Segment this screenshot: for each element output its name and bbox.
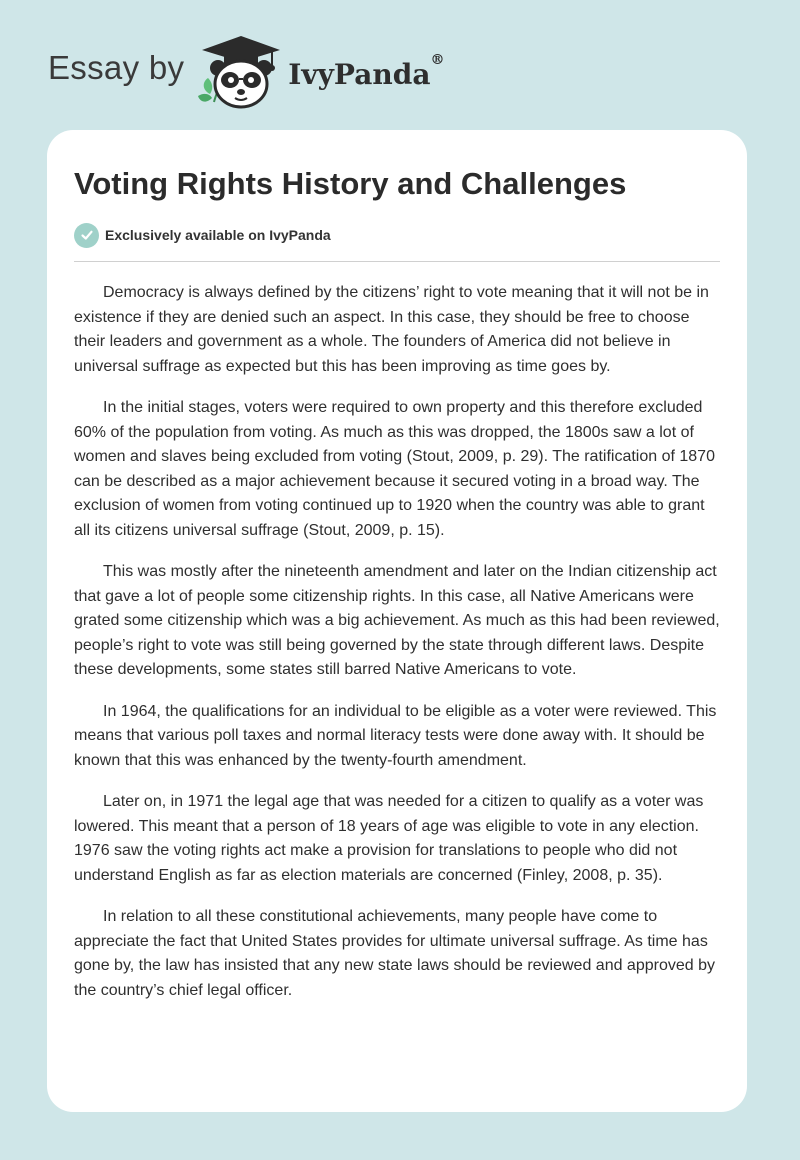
essay-by-label: Essay by — [48, 49, 185, 86]
divider — [74, 261, 720, 262]
exclusive-badge — [74, 222, 720, 248]
essay-title: Voting Rights History and Challenges — [74, 166, 627, 201]
exclusive-badge-label: Exclusively available on IvyPanda — [105, 227, 331, 243]
essay-paragraph: This was mostly after the nineteenth amendment and later on the Indian citizenship act that gave a lot of people some citizenship rights. In this case, all Native Americans were grated some citizenship which was a big achievement. As much as this had been reviewed, people’s right to vote was still being governed by the state through different laws. Despite these developments, some states still barred Native Americans to vote. — [74, 563, 720, 678]
essay-paragraph: In the initial stages, voters were required to own property and this therefore excluded 60% of the population from voting. As much as this was dropped, the 1800s saw a lot of women and slaves being excluded from voting (Stout, 2009, p. 29). The ratification of 1870 can be described as a major achievement because it secured voting in a broad way. The exclusion of women from voting continued up to 1920 when the country was able to grant all its citizens universal suffrage (Stout, 2009, p. 15). — [74, 399, 715, 539]
essay-paragraph: In 1964, the qualifications for an individual to be eligible as a voter were reviewed. This means that various poll taxes and normal literacy tests were done away with. It should be known that this was enhanced by the twenty-fourth amendment. — [74, 702, 717, 769]
site-header — [48, 32, 444, 112]
essay-paragraph: Democracy is always defined by the citizens’ right to vote meaning that it will not be in existence if they are denied such an aspect. In this case, they should be free to choose their leaders and government as a whole. The founders of America did not believe in universal suffrage as expected but this has been improving as time goes by. — [74, 284, 709, 375]
essay-body — [74, 281, 720, 1003]
essay-paragraph: Later on, in 1971 the legal age that was needed for a citizen to qualify as a voter was lowered. This meant that a person of 18 years of age was eligible to vote in any election. 1976 saw the voting rights act make a provision for translations to people who did not understand English as far as election materials are concerned (Finley, 2008, p. 35). — [74, 793, 704, 884]
essay-card — [47, 130, 747, 1112]
registered-mark: ® — [430, 51, 445, 68]
check-icon — [74, 223, 99, 248]
essay-paragraph: In relation to all these constitutional achievements, many people have come to appreciate the fact that United States provides for ultimate universal suffrage. As time has gone by, the law has insisted that any new state laws should be reviewed and approved by the country’s chief legal officer. — [74, 908, 715, 999]
brand-name[interactable]: IvyPanda® — [288, 51, 445, 91]
panda-graduate-logo-icon[interactable] — [198, 32, 284, 112]
